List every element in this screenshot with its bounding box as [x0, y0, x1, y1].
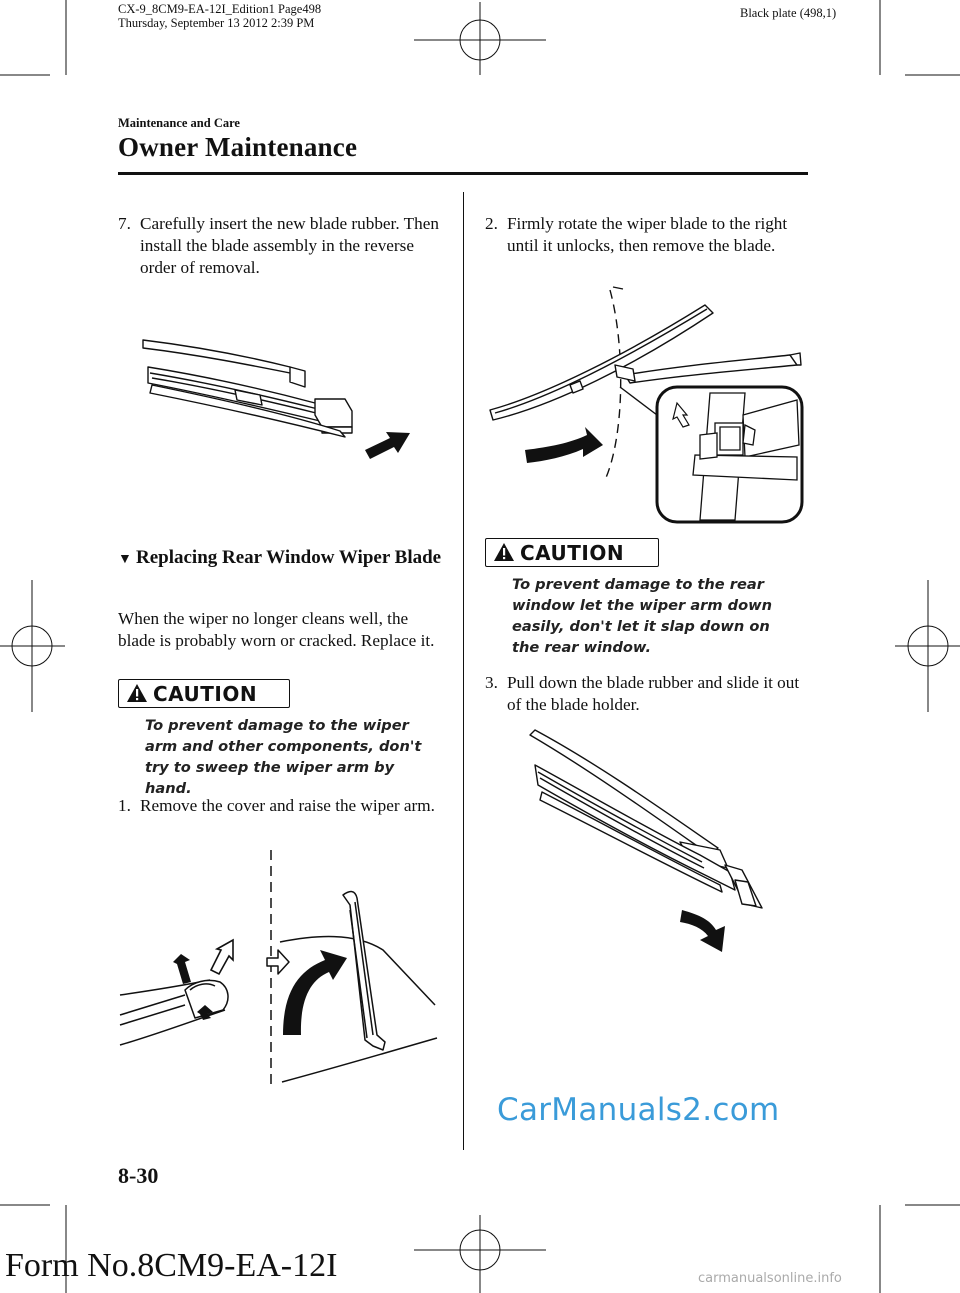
step-text: Pull down the blade rubber and slide it out of the blade holder.	[507, 673, 800, 714]
plate-label: Black plate (498,1)	[740, 6, 837, 20]
warning-triangle-icon	[126, 683, 148, 703]
print-metadata	[118, 2, 321, 30]
section-label: Maintenance and Care	[118, 116, 240, 130]
warning-triangle-icon	[493, 542, 515, 562]
triangle-marker-icon: ▼	[118, 552, 132, 567]
caution-text: To prevent damage to the rear window let the wiper arm down easily, don't let it slap down on the rear window.	[512, 576, 772, 656]
caution-label-box	[118, 679, 290, 708]
subheading	[118, 546, 448, 571]
step-number: 7.	[118, 214, 131, 233]
page-number: 8-30	[118, 1163, 159, 1188]
caution-label: CAUTION	[520, 541, 625, 565]
step-1	[118, 795, 448, 817]
step-number: 3.	[485, 673, 498, 692]
rotate-blade-unlock-illustration	[485, 285, 810, 525]
raise-wiper-arm-illustration	[115, 850, 440, 1090]
print-meta-line2: Thursday, September 13 2012 2:39 PM	[118, 16, 315, 30]
step-number: 1.	[118, 796, 131, 815]
blade-rubber-insert-illustration	[140, 335, 420, 475]
watermark-secondary: carmanualsonline.info	[698, 1271, 842, 1286]
step-number: 2.	[485, 214, 498, 233]
caution-label-box	[485, 538, 659, 567]
step-3	[485, 672, 815, 716]
body-paragraph: When the wiper no longer cleans well, the blade is probably worn or cracked. Replace it.	[118, 609, 435, 650]
print-meta-line1: CX-9_8CM9-EA-12I_Edition1 Page498	[118, 2, 322, 16]
pull-blade-rubber-illustration	[530, 730, 780, 960]
column-divider	[463, 192, 464, 1150]
subheading-text: Replacing Rear Window Wiper Blade	[136, 547, 442, 568]
page-title: Owner Maintenance	[118, 132, 358, 162]
watermark: CarManuals2.com	[497, 1092, 780, 1128]
step-text: Carefully insert the new blade rubber. Then install the blade assembly in the reverse order of removal.	[140, 214, 439, 277]
step-2	[485, 213, 815, 257]
title-rule	[118, 172, 808, 175]
caution-label: CAUTION	[153, 682, 258, 706]
step-7	[118, 213, 448, 279]
step-text: Remove the cover and raise the wiper arm.	[140, 796, 435, 815]
caution-text: To prevent damage to the wiper arm and other components, don't try to sweep the wiper arm by hand.	[145, 717, 422, 797]
form-number: Form No.8CM9-EA-12I	[5, 1247, 338, 1284]
step-text: Firmly rotate the wiper blade to the right until it unlocks, then remove the blade.	[507, 214, 788, 255]
